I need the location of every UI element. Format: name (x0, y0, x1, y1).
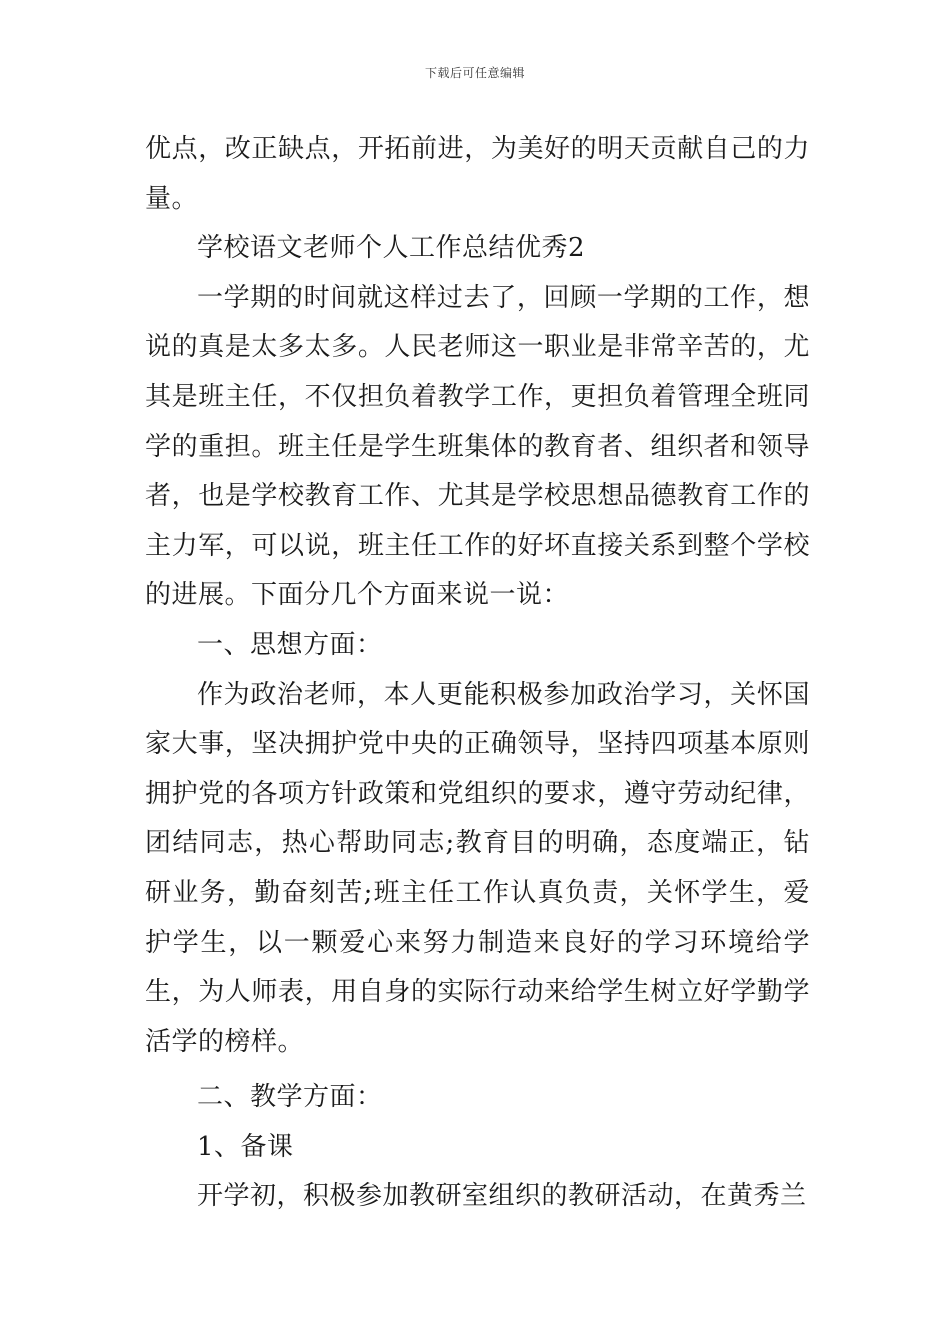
paragraph-continuation: 优点，改正缺点，开拓前进，为美好的明天贡献自己的力量。 (145, 134, 810, 214)
heading-thought: 一、思想方面： (197, 629, 383, 660)
paragraph-thought: 作为政治老师，本人更能积极参加政治学习，关怀国家大事，坚决拥护党中央的正确领导，坚持四项基本原则拥护党的各项方针政策和党组织的要求，遵守劳动纪律，团结同志，热心帮助同志;教育目的明确，态度端正，钻研业务，勤奋刻苦;班主任工作认真负责，关怀学生，爱护学生，以一颗爱心来努力制造来良好的学习环境给学生，为人师表，用自身的实际行动来给学生树立好学勤学活学的榜样。 (145, 679, 810, 1057)
paragraph-intro: 一学期的时间就这样过去了，回顾一学期的工作，想说的真是太多太多。人民老师这一职业是非常辛苦的，尤其是班主任，不仅担负着教学工作，更担负着管理全班同学的重担。班主任是学生班集体的教育者、组织者和领导者，也是学校教育工作、尤其是学校思想品德教育工作的主力军，可以说，班主任工作的好坏直接关系到整个学校的进展。下面分几个方面来说一说： (145, 282, 810, 611)
section-title: 学校语文老师个人工作总结优秀2 (197, 233, 586, 264)
heading-lesson-prep: 1、备课 (197, 1131, 294, 1162)
page-header-note: 下载后可任意编辑 (424, 66, 525, 80)
document-body (145, 125, 810, 1222)
heading-teaching: 二、教学方面： (197, 1082, 383, 1113)
paragraph-lesson-prep: 开学初，积极参加教研室组织的教研活动，在黄秀兰 (197, 1181, 807, 1212)
